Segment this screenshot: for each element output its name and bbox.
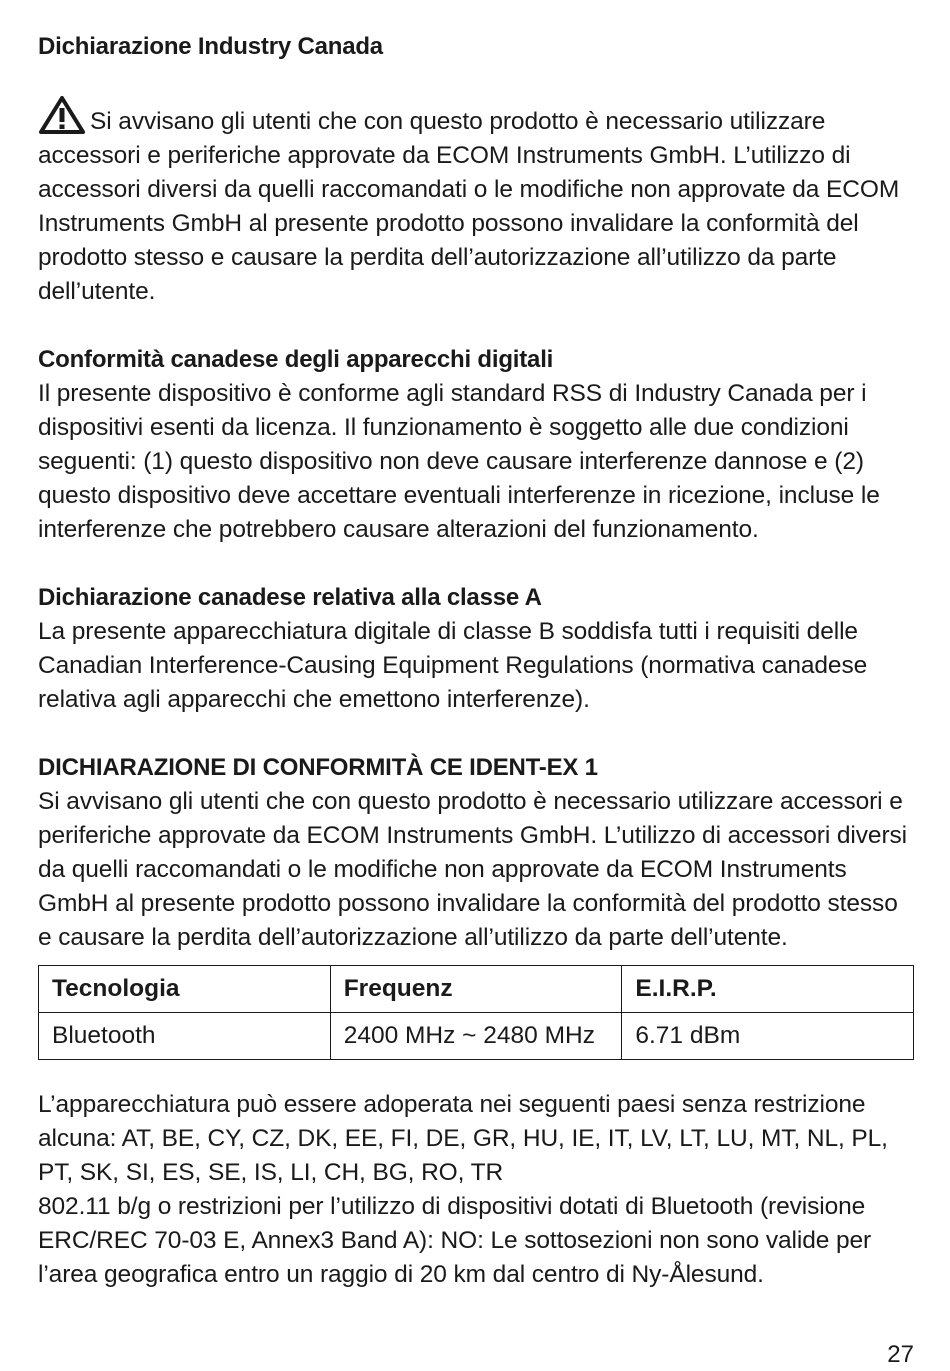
industry-canada-paragraph — [38, 95, 914, 309]
table-cell: 6.71 dBm — [622, 1013, 914, 1060]
document-page — [38, 30, 914, 1292]
industry-canada-heading: Dichiarazione Industry Canada — [38, 33, 383, 60]
countries-paragraph: L’apparecchiatura può essere adoperata nei seguenti paesi senza restrizione alcuna: AT, BE, CY, CZ, DK, EE, FI, DE, GR, HU, IE, IT, LV, LT, LU, MT, NL, PL, PT, SK, SI, ES, SE, IS, LI, CH, BG, RO, TR — [38, 1091, 888, 1186]
ce-declaration-body: Si avvisano gli utenti che con questo prodotto è necessario utilizzare accessori e periferiche approvate da ECOM Instruments GmbH. L’utilizzo di accessori diversi da quelli raccomandati o le modifiche non approvate da ECOM Instruments GmbH al presente prodotto possono invalidare la conformità del prodotto stesso e causare la perdita dell’autorizzazione all’utilizzo da parte dell’utente. — [38, 788, 908, 951]
spacer — [38, 64, 914, 98]
spec-table-header: Tecnologia — [39, 966, 331, 1013]
spacer — [38, 547, 914, 581]
ce-declaration-heading: DICHIARAZIONE DI CONFORMITÀ CE IDENT-EX 1 — [38, 754, 598, 781]
bluetooth-restriction-paragraph: 802.11 b/g o restrizioni per l’utilizzo di dispositivi dotati di Bluetooth (revisione ERC/REC 70-03 E, Annex3 Band A): NO: Le sottosezioni non sono valide per l’area geografica entro un raggio di 20 km dal centro di Ny-Ålesund. — [38, 1193, 872, 1288]
spec-table-header-row — [39, 966, 914, 1013]
page-number: 27 — [887, 1341, 914, 1368]
table-cell: 2400 MHz ~ 2480 MHz — [330, 1013, 622, 1060]
digital-apparatus-heading: Conformità canadese degli apparecchi digitali — [38, 346, 554, 373]
warning-triangle-icon — [38, 95, 86, 135]
spacer — [38, 717, 914, 751]
spec-table — [38, 965, 914, 1060]
class-a-heading: Dichiarazione canadese relativa alla classe A — [38, 584, 542, 611]
table-cell: Bluetooth — [39, 1013, 331, 1060]
spec-table-header: Frequenz — [330, 966, 622, 1013]
class-a-body: La presente apparecchiatura digitale di classe B soddisfa tutti i requisiti delle Canadian Interference-Causing Equipment Regulations (normativa canadese relativa agli apparecchi che emettono interferenze). — [38, 618, 868, 713]
digital-apparatus-body: Il presente dispositivo è conforme agli standard RSS di Industry Canada per i dispositivi esenti da licenza. Il funzionamento è soggetto alle due condizioni seguenti: (1) questo dispositivo non deve causare interferenze dannose e (2) questo dispositivo deve accettare eventuali interferenze in ricezione, incluse le interferenze che potrebbero causare alterazioni del funzionamento. — [38, 380, 880, 543]
table-row — [39, 1013, 914, 1060]
industry-canada-body: Si avvisano gli utenti che con questo prodotto è necessario utilizzare accessori e periferiche approvate da ECOM Instruments GmbH. L’utilizzo di accessori diversi da quelli raccomandati o le modifiche non approvate da ECOM Instruments GmbH al presente prodotto possono invalidare la conformità del prodotto stesso e causare la perdita dell’autorizzazione all’utilizzo da parte dell’utente. — [38, 108, 900, 305]
spec-table-header: E.I.R.P. — [622, 966, 914, 1013]
spacer — [38, 1060, 914, 1088]
spacer — [38, 309, 914, 343]
